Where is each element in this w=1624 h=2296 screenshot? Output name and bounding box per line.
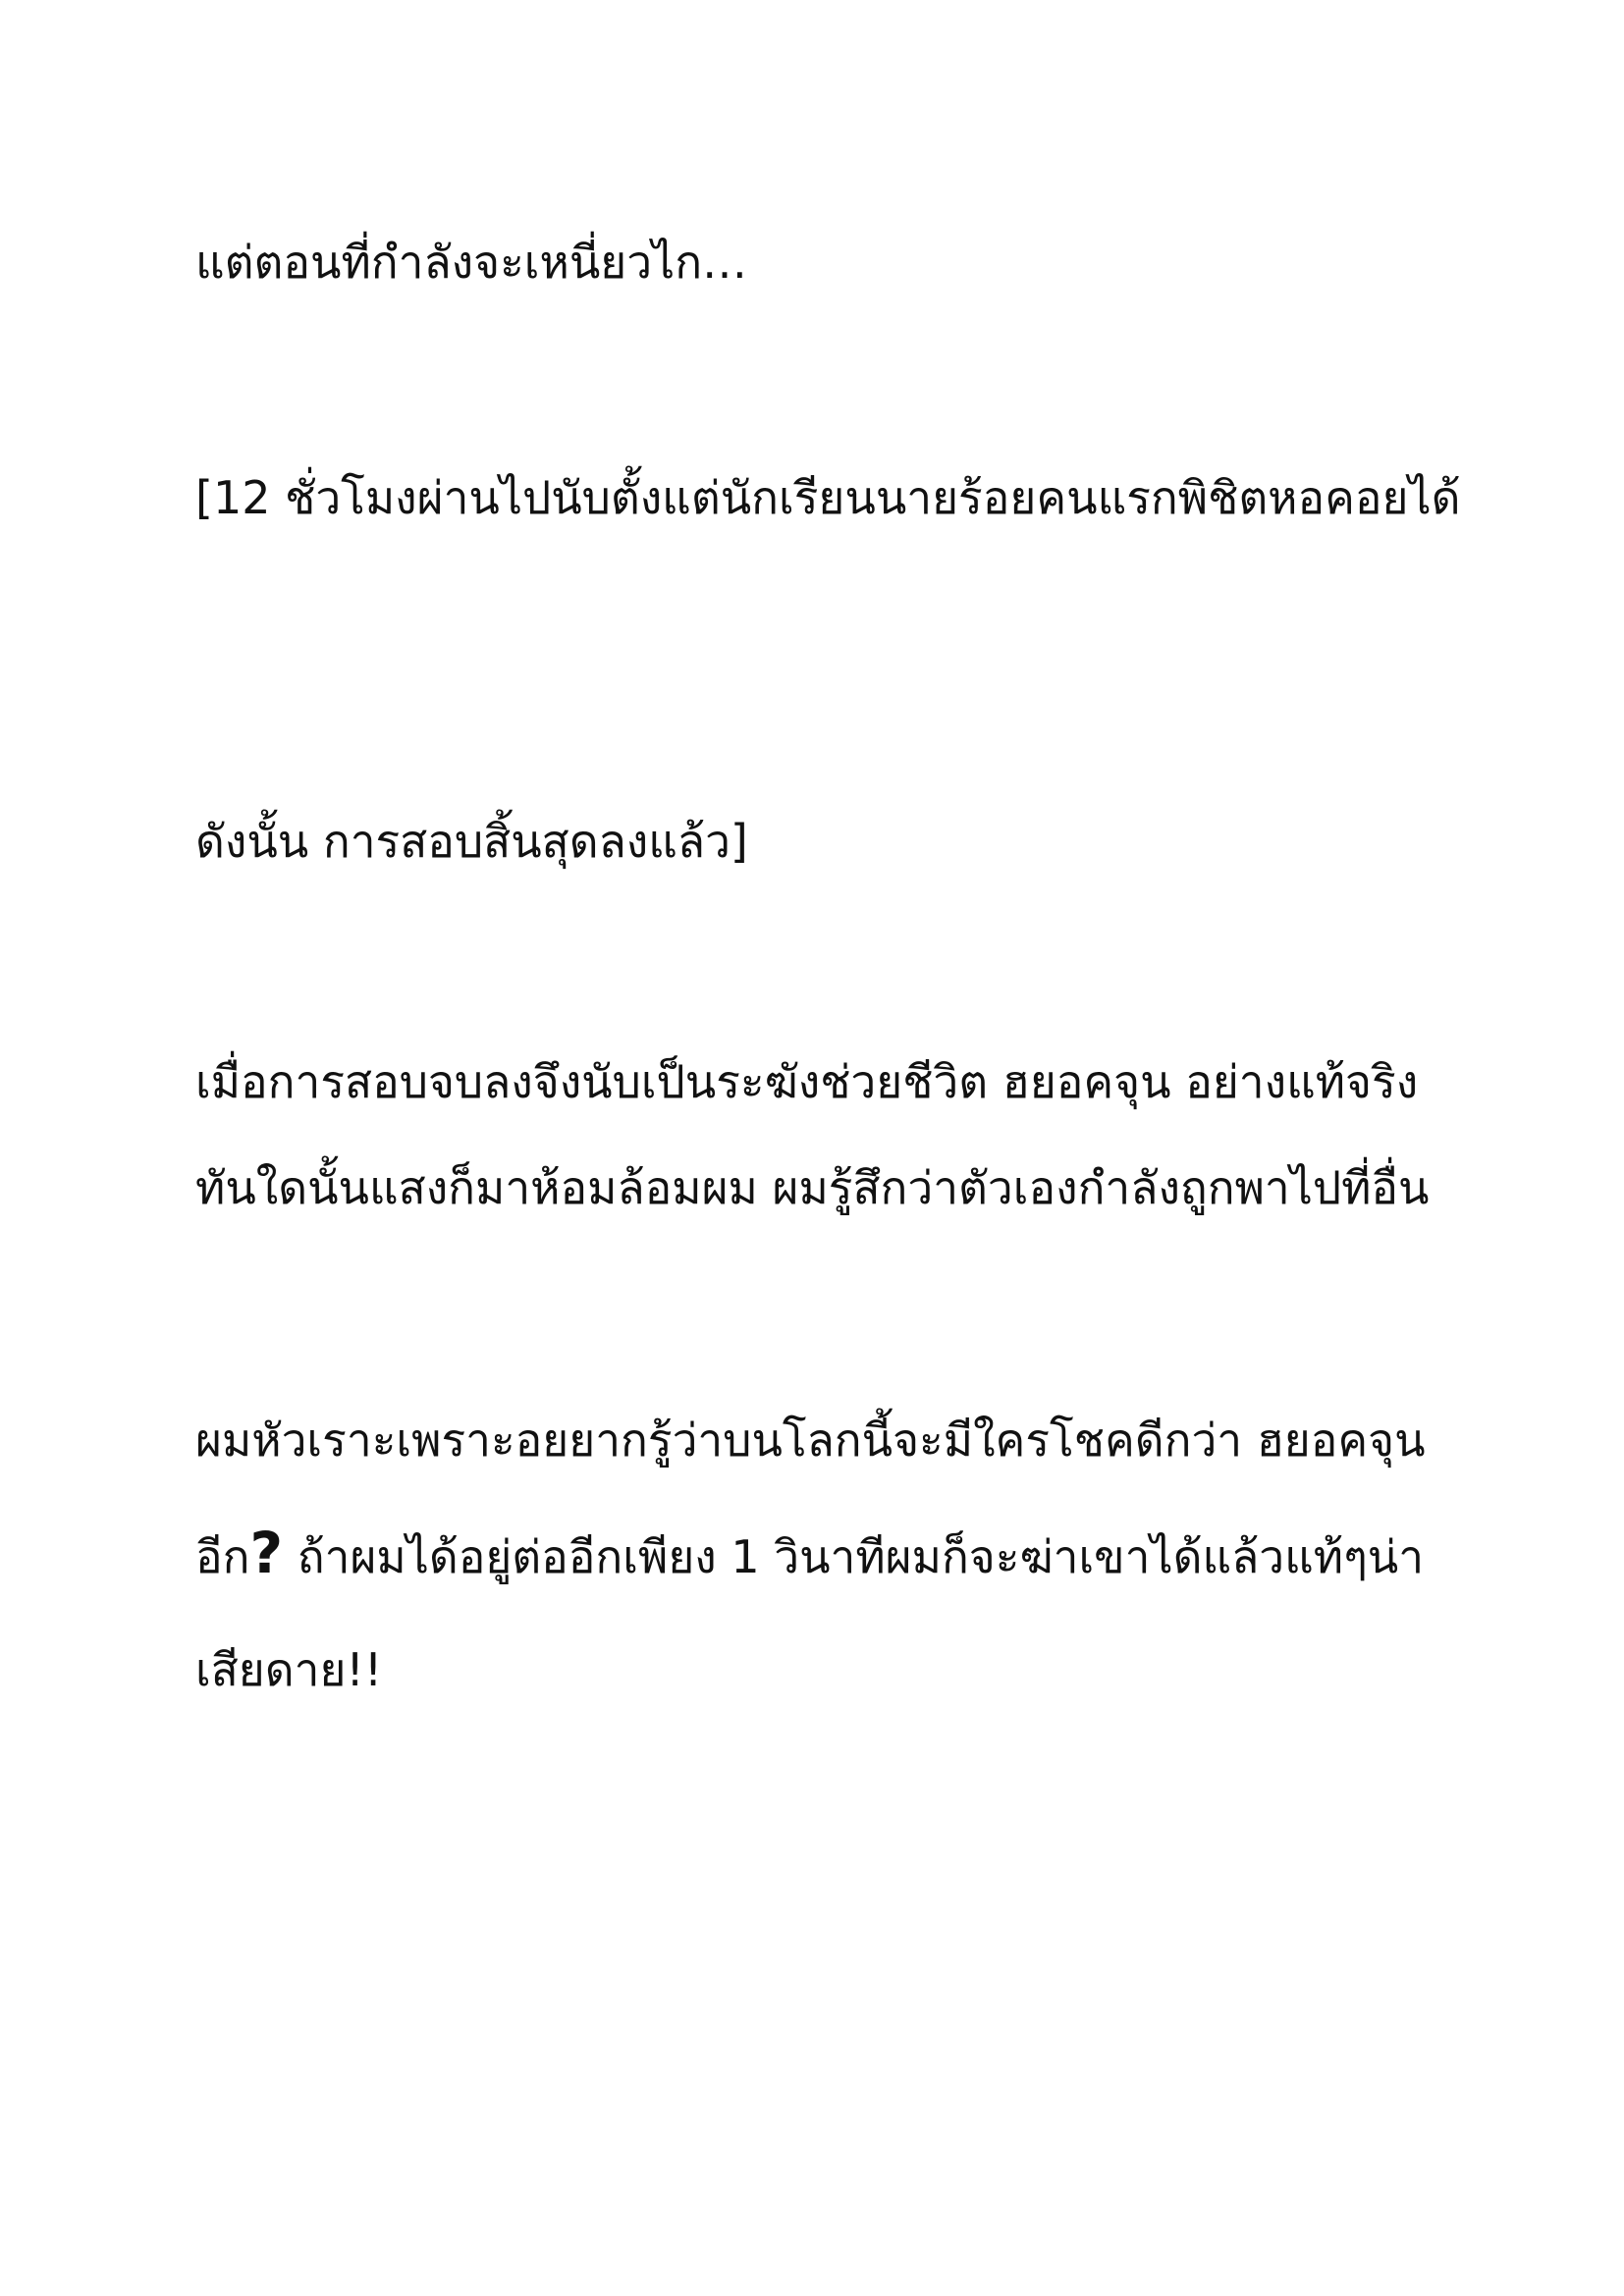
paragraph-regret-part-2: ถ้าผมได้อยู่ต่ออีกเพียง 1 วินาทีผมก็จะฆ่าเขาได้แล้วแท้ๆน่าเสียดาย!! (195, 1530, 1425, 1696)
paragraph-regret-part-1: ผมหัวเราะเพราะอยยากรู้ว่าบนโลกนี้จะมีใครโชคดีกว่า ฮยอคจุน อีก (195, 1414, 1426, 1583)
paragraph-trigger: แต่ตอนที่กำลังจะเหนี่ยวไก… (195, 236, 748, 289)
question-mark: ? (249, 1520, 284, 1586)
paragraph-exam-ended: เมื่อการสอบจบลงจึงนับเป็นระฆังช่วยชีวิต ฮยอคจุน อย่างแท้จริง ทันใดนั้นแสงก็มาห้อมล้อมผม ผมรู้สึกว่าตัวเองกำลังถูกพาไปที่อื่น (195, 1055, 1430, 1214)
paragraph-system-message-end: ดังนั้น การสอบสิ้นสุดลงแล้ว] (195, 815, 748, 868)
paragraph-regret (195, 1384, 1491, 1727)
paragraph-system-message-start: [12 ชั่วโมงผ่านไปนับตั้งแต่นักเรียนนายร้อยคนแรกพิชิตหอคอยได้ (195, 471, 1461, 524)
